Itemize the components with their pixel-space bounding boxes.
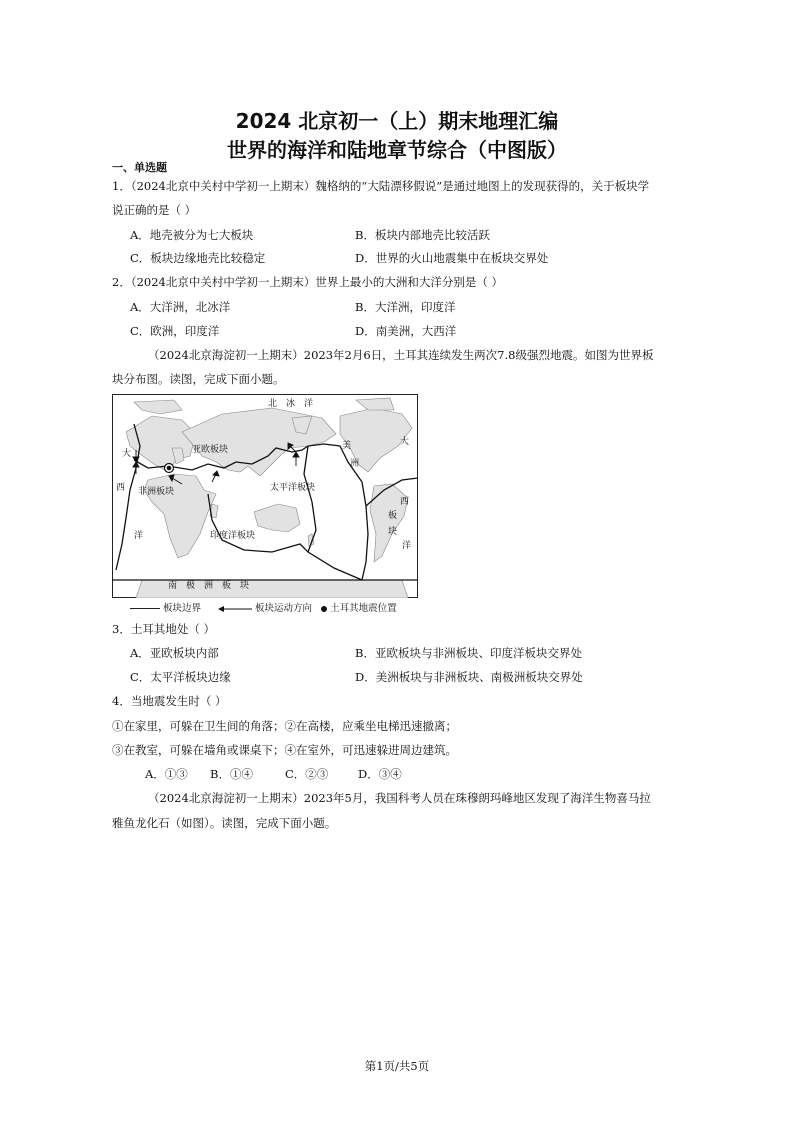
label-right-yang: 洋 bbox=[402, 541, 412, 551]
q2-option-d: D．南美洲，大西洋 bbox=[355, 324, 457, 338]
q4-option-c: C．②③ bbox=[285, 767, 329, 781]
q3-stem: 3．土耳其地处（ ） bbox=[112, 622, 215, 636]
quake-dot-icon bbox=[321, 606, 327, 612]
label-atlantic-da: 大 bbox=[122, 449, 132, 459]
label-indian-plate: 印度洋板块 bbox=[210, 531, 256, 541]
q1-option-d: D．世界的火山地震集中在板块交界处 bbox=[355, 251, 549, 265]
map-legend bbox=[130, 600, 397, 614]
q3-option-b: B．亚欧板块与非洲板块、印度洋板块交界处 bbox=[355, 646, 582, 660]
label-america-zhou: 洲 bbox=[350, 459, 360, 469]
label-right-kuai: 块 bbox=[388, 527, 398, 537]
q1-option-c: C．板块边缘地壳比较稳定 bbox=[130, 251, 266, 265]
legend-boundary: 板块边界 bbox=[163, 603, 202, 614]
q4-stem: 4．当地震发生时（ ） bbox=[112, 694, 227, 708]
turkey-quake-marker bbox=[165, 464, 174, 473]
q4-option-b: B．①④ bbox=[210, 767, 253, 781]
label-arctic-ocean: 北 冰 洋 bbox=[268, 399, 314, 409]
passage2-line2: 雅鱼龙化石（如图）。读图，完成下面小题。 bbox=[112, 816, 337, 830]
q3-option-d: D．美洲板块与非洲板块、南极洲板块交界处 bbox=[355, 670, 583, 684]
label-right-da: 大 bbox=[400, 437, 410, 447]
passage2-line1: （2024北京海淀初一上期末）2023年5月，我国科考人员在珠穆朗玛峰地区发现了海洋生物喜马拉 bbox=[148, 791, 651, 805]
label-antarctic-plate: 南 极 洲 板 块 bbox=[168, 581, 250, 591]
label-right-ban: 板 bbox=[388, 511, 398, 521]
q1-stem-line1: 1．（2024北京中关村中学初一上期末）魏格纳的“大陆漂移假说”是通过地图上的发现获得的，关于板块学 bbox=[112, 179, 650, 193]
page-footer: 第1页/共5页 bbox=[364, 1059, 430, 1073]
passage1-line1: （2024北京海淀初一上期末）2023年2月6日，土耳其连续发生两次7.8级强烈地震。如图为世界板 bbox=[148, 348, 654, 362]
q2-option-c: C．欧洲，印度洋 bbox=[130, 324, 220, 338]
plate-map bbox=[112, 394, 418, 598]
label-eurasian-plate: 亚欧板块 bbox=[192, 445, 229, 455]
q4-option-a: A．①③ bbox=[145, 767, 188, 781]
label-right-xi: 西 bbox=[400, 497, 410, 507]
label-pacific-plate: 太平洋板块 bbox=[270, 483, 316, 493]
label-atlantic-yang: 洋 bbox=[134, 531, 144, 541]
label-america-mei: 美 bbox=[342, 441, 352, 451]
q2-option-b: B．大洋洲，印度洋 bbox=[355, 300, 456, 314]
q1-option-a: A．地壳被分为七大板块 bbox=[130, 228, 254, 242]
label-atlantic-xi: 西 bbox=[116, 483, 126, 493]
q3-option-a: A．亚欧板块内部 bbox=[130, 646, 219, 660]
q4-line1: ①在家里，可躲在卫生间的角落；②在高楼，应乘坐电梯迅速撤离； bbox=[112, 719, 457, 733]
legend-quake: 土耳其地震位置 bbox=[330, 603, 397, 614]
q2-option-a: A．大洋洲，北冰洋 bbox=[130, 300, 231, 314]
arrow-left-icon bbox=[218, 605, 252, 613]
q1-stem-line2: 说正确的是（ ） bbox=[112, 203, 197, 217]
section-heading: 一、单选题 bbox=[112, 161, 167, 174]
q1-option-b: B．板块内部地壳比较活跃 bbox=[355, 228, 490, 242]
q4-option-d: D．③④ bbox=[358, 767, 402, 781]
label-african-plate: 非洲板块 bbox=[138, 487, 175, 497]
passage1-line2: 块分布图。读图，完成下面小题。 bbox=[112, 372, 285, 386]
q3-option-c: C．太平洋板块边缘 bbox=[130, 670, 231, 684]
doc-title-line1: 2024 北京初一（上）期末地理汇编 bbox=[235, 109, 559, 133]
boundary-line-icon bbox=[130, 608, 160, 609]
q2-stem: 2．（2024北京中关村中学初一上期末）世界上最小的大洲和大洋分别是（ ） bbox=[112, 275, 503, 289]
legend-direction: 板块运动方向 bbox=[255, 603, 313, 614]
q4-line2: ③在教室，可躲在墙角或课桌下；④在室外，可迅速躲进周边建筑。 bbox=[112, 743, 457, 757]
doc-title-line2: 世界的海洋和陆地章节综合（中图版） bbox=[227, 138, 567, 162]
